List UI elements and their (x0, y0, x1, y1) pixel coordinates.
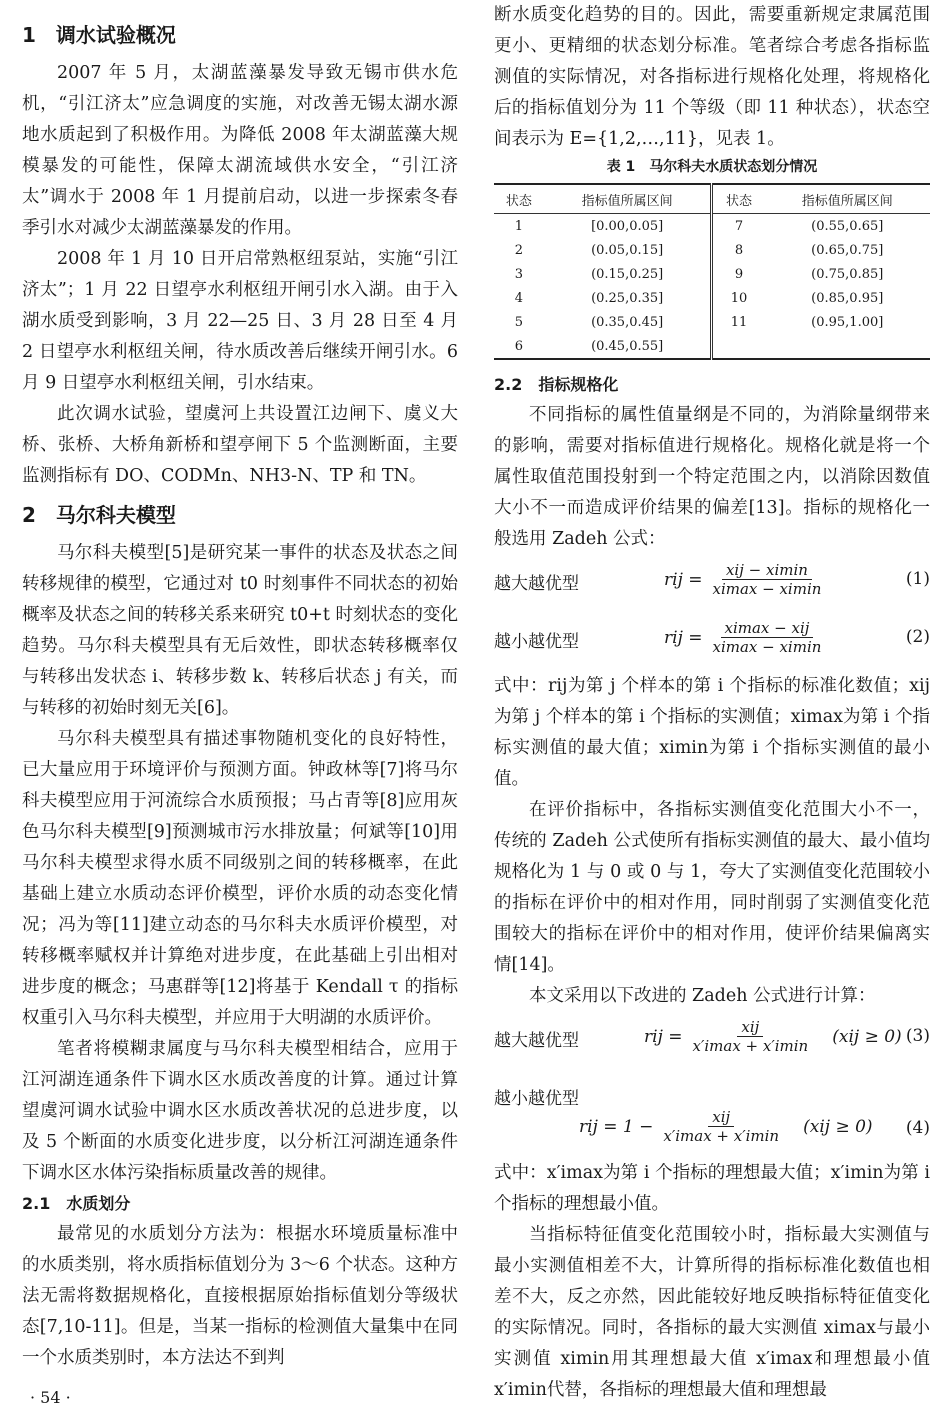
table-cell (712, 334, 765, 359)
paragraph: 此次调水试验，望虞河上共设置江边闸下、虞义大桥、张桥、大桥角新桥和望亭闸下 5 个监测断面，主要监测指标有 DO、CODMn、NH3-N、TP 和 TN。 (22, 404, 458, 486)
numerator: xij (737, 1018, 763, 1037)
section-1-title: 1 调水试验概况 (22, 23, 176, 47)
denominator: ximax − ximin (712, 638, 822, 656)
equation-2 (494, 613, 930, 671)
table-row (494, 238, 930, 262)
table-cell: (0.55,0.65] (811, 218, 884, 234)
equation-lhs: rij = 1 − (579, 1116, 654, 1137)
numerator: xij (708, 1108, 734, 1127)
left-column (22, 0, 458, 1374)
equation-label: 越小越优型 (494, 632, 579, 652)
paragraph: 式中：rij为第 j 个样本的第 i 个指标的标准化数值；xij为第 j 个样本的第 i 个指标的实测值；ximax为第 i 个指标实测值的最大值；ximin为第 i 个指标实测值的最小值。 (494, 676, 930, 789)
table-row (494, 214, 930, 239)
fraction (708, 561, 825, 598)
table-cell: (0.65,0.75] (811, 242, 884, 258)
equation-number: (2) (905, 627, 930, 647)
denominator: ximax − ximin (712, 580, 822, 598)
right-column (494, 0, 930, 1406)
table-cell: 7 (734, 218, 744, 234)
equation-body (664, 619, 831, 656)
table-row (494, 310, 930, 334)
paragraph: 不同指标的属性值量纲是不同的，为消除量纲带来的影响，需要对指标值进行规格化。规格化就是将一个属性取值范围投射到一个特定范围之内，以消除因数值大小不一而造成评价结果的偏差[13]。指标的规格化一般选用 Zadeh 公式： (494, 405, 930, 549)
table-cell: (0.95,1.00] (811, 314, 884, 330)
table-cell: (0.85,0.95] (811, 290, 884, 306)
table-cell (764, 334, 930, 359)
equation-1 (494, 555, 930, 613)
state-table (494, 183, 930, 360)
equation-body (644, 1018, 902, 1055)
table-row (494, 262, 930, 286)
table-cell: (0.05,0.15] (544, 238, 712, 262)
paragraph: 在评价指标中，各指标实测值变化范围大小不一，传统的 Zadeh 公式使所有指标实测值的最大、最小值均规格化为 1 与 0 或 0 与 1，夸大了实测值变化范围较小的指标在评价中的相对作用，同时削弱了实测值变化范围较大的指标在评价中的相对作用，使评价结果偏离实情[14]。 (494, 800, 930, 975)
equation-condition: (xij ≥ 0) (832, 1026, 902, 1047)
paragraph: 本文采用以下改进的 Zadeh 公式进行计算： (529, 986, 876, 1006)
paragraph: 马尔科夫模型具有描述事物随机变化的良好特性，已大量应用于环境评价与预测方面。钟政林等[7]将马尔科夫模型应用于河流综合水质预报；马占青等[8]应用灰色马尔科夫模型[9]预测城市污水排放量；何斌等[10]用马尔科夫模型求得水质不同级别之间的转移概率，在此基础上建立水质动态评价模型，评价水质的动态变化情况；冯为等[11]建立动态的马尔科夫水质评价模型，对转移概率赋权并计算绝对进步度，在此基础上引出相对进步度的概念；马惠群等[12]将基于 Kendall τ 的指标权重引入马尔科夫模型，并应用于大明湖的水质评价。 (22, 729, 458, 1028)
table-caption: 表 1 马尔科夫水质状态划分情况 (606, 159, 818, 175)
equation-label: 越大越优型 (494, 574, 579, 594)
table-cell: [0.00,0.05] (544, 214, 712, 239)
fraction (688, 1018, 812, 1055)
numerator: xij − ximin (722, 561, 812, 580)
equation-lhs: rij = (644, 1026, 683, 1047)
equation-number: (3) (905, 1026, 930, 1046)
denominator: x′imax + x′imin (692, 1037, 809, 1055)
equation-number: (1) (905, 569, 930, 589)
page-number: · 54 · (30, 1388, 71, 1407)
paragraph: 笔者将模糊隶属度与马尔科夫模型相结合，应用于江河湖连通条件下调水区水质改善度的计算。通过计算望虞河调水试验中调水区水质改善状况的总进步度，以及 5 个断面的水质变化进步度，以分析江河湖连通条件下调水区水体污染指标质量改善的规律。 (22, 1039, 458, 1183)
table-header: 指标值所属区间 (764, 184, 930, 214)
subsection-2-2-title: 2.2 指标规格化 (494, 375, 619, 394)
section-2-title: 2 马尔科夫模型 (22, 503, 176, 527)
subsection-2-1-title: 2.1 水质划分 (22, 1194, 131, 1213)
equation-lhs: rij = (664, 569, 703, 590)
table-header: 状态 (494, 184, 544, 214)
table-cell: 4 (514, 290, 524, 306)
paragraph: 断水质变化趋势的目的。因此，需要重新规定隶属范围更小、更精细的状态划分标准。笔者综合考虑各指标监测值的实际情况，对各指标进行规格化处理，将规格化后的指标值划分为 11 个等级（即 11 种状态），状态空间表示为 E={1,2,…,11}，见表 1。 (494, 5, 930, 149)
table-cell: (0.15,0.25] (544, 262, 712, 286)
equation-4 (494, 1070, 930, 1158)
table-cell: (0.75,0.85] (811, 266, 884, 282)
paragraph: 式中：x′imax为第 i 个指标的理想最大值；x′imin为第 i 个指标的理想最小值。 (494, 1163, 930, 1214)
table-cell: 9 (734, 266, 744, 282)
paragraph: 最常见的水质划分方法为：根据水环境质量标准中的水质类别，将水质指标值划分为 3～6 个状态。这种方法无需将数据规格化，直接根据原始指标值划分等级状态[7,10-11]。但是，当某一指标的检测值大量集中在同一个水质类别时，本方法达不到判 (22, 1224, 458, 1368)
table-cell: (0.25,0.35] (544, 286, 712, 310)
table-row (494, 334, 930, 359)
paragraph: 马尔科夫模型[5]是研究某一事件的状态及状态之间转移规律的模型，它通过对 t0 时刻事件不同状态的初始概率及状态之间的转移关系来研究 t0+t 时刻状态的变化趋势。马尔科夫模型具有无后效性，即状态转移概率仅与转移出发状态 i、转移步数 k、转移后状态 j 有关，而与转移的初始时刻无关[6]。 (22, 543, 458, 718)
table-cell: 2 (514, 242, 524, 258)
equation-lhs: rij = (664, 627, 703, 648)
paragraph: 2007 年 5 月，太湖蓝藻暴发导致无锡市供水危机，“引江济太”应急调度的实施，对改善无锡太湖水源地水质起到了积极作用。为降低 2008 年太湖蓝藻大规模暴发的可能性，保障太湖流域供水安全，“引江济太”调水于 2008 年 1 月提前启动，以进一步探索冬春季引水对减少太湖蓝藻暴发的作用。 (22, 63, 458, 238)
table-cell: 1 (514, 218, 524, 234)
table-cell: 6 (514, 338, 524, 354)
numerator: ximax − xij (721, 619, 814, 638)
equation-body (579, 1108, 873, 1145)
table-cell: 10 (730, 290, 748, 306)
equation-label: 越大越优型 (494, 1031, 579, 1051)
table-cell: 11 (730, 314, 748, 330)
table-cell: (0.45,0.55] (544, 334, 712, 359)
paragraph: 2008 年 1 月 10 日开启常熟枢纽泵站，实施“引江济太”；1 月 22 日望亭水利枢纽开闸引水入湖。由于入湖水质受到影响，3 月 22—25 日、3 月 28 日至 4 月 2 日望亭水利枢纽关闸，待水质改善后继续开闸引水。6 月 9 日望亭水利枢纽关闸，引水结束。 (22, 249, 458, 393)
equation-label: 越小越优型 (494, 1089, 579, 1109)
table-header: 状态 (712, 184, 765, 214)
denominator: x′imax + x′imin (663, 1127, 780, 1145)
fraction (708, 619, 825, 656)
paragraph: 当指标特征值变化范围较小时，指标最大实测值与最小实测值相差不大，计算所得的指标标准化数值也相差不大，反之亦然，因此能较好地反映指标特征值变化的实际情况。同时，各指标的最大实测值 ximax与最小实测值 ximin用其理想最大值 x′imax和理想最小值 x′imin代替，各指标的理想最大值和理想最 (494, 1225, 930, 1400)
equation-number: (4) (905, 1118, 930, 1138)
fraction (659, 1108, 783, 1145)
table-header-row (494, 184, 930, 214)
table-row (494, 286, 930, 310)
table-header: 指标值所属区间 (544, 184, 712, 214)
equation-condition: (xij ≥ 0) (803, 1116, 873, 1137)
equation-body (664, 561, 831, 598)
table-cell: 3 (514, 266, 524, 282)
table-cell: 8 (734, 242, 744, 258)
equation-3 (494, 1012, 930, 1070)
table-cell: 5 (514, 314, 524, 330)
table-cell: (0.35,0.45] (544, 310, 712, 334)
